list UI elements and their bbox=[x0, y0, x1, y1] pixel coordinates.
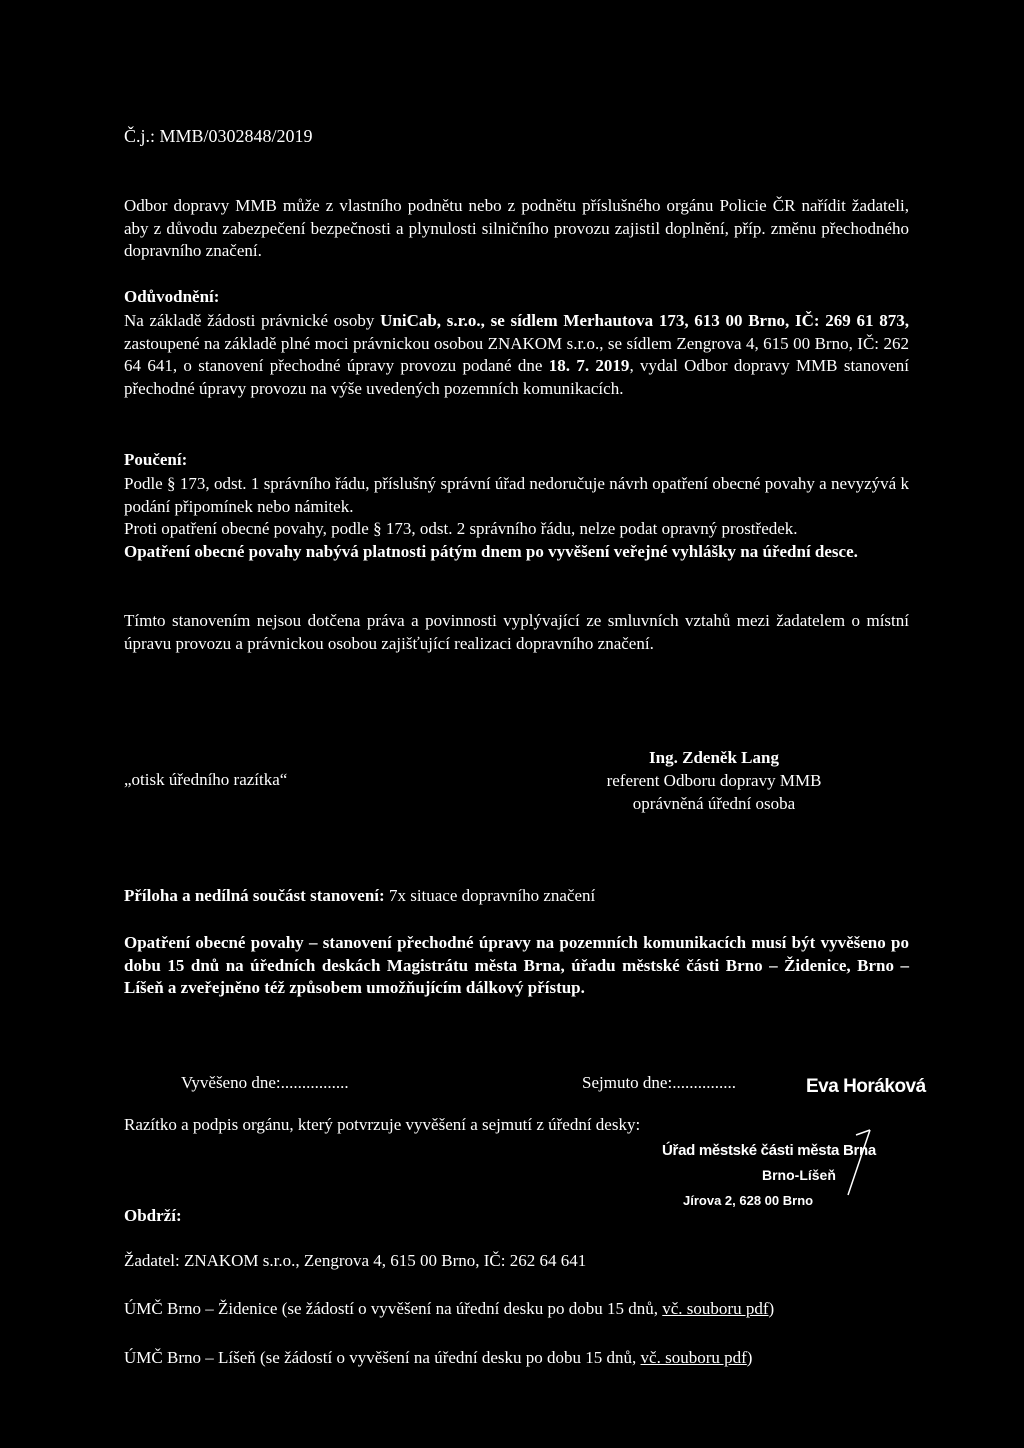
notice-paragraph-1: Podle § 173, odst. 1 správního řádu, příslušný správní úřad nedoručuje návrh opatření obecné povahy a nevyzývá k podání připomínek nebo námitek. bbox=[124, 474, 909, 516]
reasoning-paragraph: Na základě žádosti právnické osoby UniCab, s.r.o., se sídlem Merhautova 173, 613 00 Brno, IČ: 269 61 873, zastoupené na základě plné moci právnickou osobou ZNAKOM s.r.o., se sídlem Zengrova 4, 615 00 Brno, IČ: 262 64 641, o stanovení přechodné úpravy provozu podané dne 18. 7. 2019, vydal Odbor dopravy MMB stanovení přechodné úpravy provozu na výše uvedených pozemních komunikacích. bbox=[124, 311, 909, 399]
notice-heading: Poučení: bbox=[124, 450, 188, 469]
office-stamp-line-1: Úřad městské části města Brna bbox=[662, 1142, 876, 1159]
recipients-heading: Obdrží: bbox=[124, 1206, 182, 1225]
recipient-1: Žadatel: ZNAKOM s.r.o., Zengrova 4, 615 00 Brno, IČ: 262 64 641 bbox=[124, 1251, 587, 1270]
reference-number: Č.j.: MMB/0302848/2019 bbox=[124, 126, 313, 146]
signature-stroke bbox=[840, 1125, 880, 1205]
handwritten-name-stamp: Eva Horáková bbox=[806, 1076, 926, 1097]
publication-notice: Opatření obecné povahy – stanovení přechodné úpravy na pozemních komunikacích musí být vyvěšeno po dobu 15 dnů na úředních deskách Magistrátu města Brna, úřadu městské části Brno – Židenice, Brno – Líšeň a zveřejněno též způsobem umožňujícím dálkový přístup. bbox=[124, 933, 909, 998]
signatory-role: referent Odboru dopravy MMB bbox=[606, 771, 822, 790]
intro-paragraph: Odbor dopravy MMB může z vlastního podnětu nebo z podnětu příslušného orgánu Policie ČR nařídit žadateli, aby z důvodu zabezpečení bezpečnosti a plynulosti silničního provozu zajistil doplnění, příp. změnu přechodného dopravního značení. bbox=[124, 196, 909, 261]
reasoning-heading: Odůvodnění: bbox=[124, 287, 220, 306]
posted-date-field: Vyvěšeno dne:................ bbox=[181, 1073, 349, 1092]
attachment-line: Příloha a nedílná součást stanovení: 7x situace dopravního značení bbox=[124, 886, 596, 905]
stamp-request-text: Razítko a podpis orgánu, který potvrzuje vyvěšení a sejmutí z úřední desky: bbox=[124, 1115, 641, 1134]
recipient-3: ÚMČ Brno – Líšeň (se žádostí o vyvěšení na úřední desku po dobu 15 dnů, vč. souboru pdf) bbox=[124, 1348, 753, 1367]
official-stamp-placeholder: „otisk úředního razítka“ bbox=[124, 770, 288, 789]
notice-paragraph-3: Opatření obecné povahy nabývá platnosti pátým dnem po vyvěšení veřejné vyhlášky na úřední desce. bbox=[124, 542, 858, 561]
notice-paragraph-2: Proti opatření obecné povahy, podle § 173, odst. 2 správního řádu, nelze podat opravný prostředek. bbox=[124, 519, 798, 538]
rights-paragraph: Tímto stanovením nejsou dotčena práva a povinnosti vyplývající ze smluvních vztahů mezi žadatelem o místní úpravu provozu a právnickou osobou zajišťující realizaci dopravního značení. bbox=[124, 611, 909, 653]
signatory-name: Ing. Zdeněk Lang bbox=[649, 748, 779, 767]
office-stamp-line-3: Jírova 2, 628 00 Brno bbox=[683, 1193, 814, 1208]
signatory-authority: oprávněná úřední osoba bbox=[632, 794, 796, 813]
office-stamp-line-2: Brno-Líšeň bbox=[762, 1167, 836, 1183]
pdf-link-zidenice[interactable]: vč. souboru pdf bbox=[662, 1299, 769, 1318]
removed-date-field: Sejmuto dne:............... bbox=[582, 1073, 736, 1092]
recipient-2: ÚMČ Brno – Židenice (se žádostí o vyvěšení na úřední desku po dobu 15 dnů, vč. souboru pdf) bbox=[124, 1299, 775, 1318]
pdf-link-lisen[interactable]: vč. souboru pdf bbox=[640, 1348, 747, 1367]
